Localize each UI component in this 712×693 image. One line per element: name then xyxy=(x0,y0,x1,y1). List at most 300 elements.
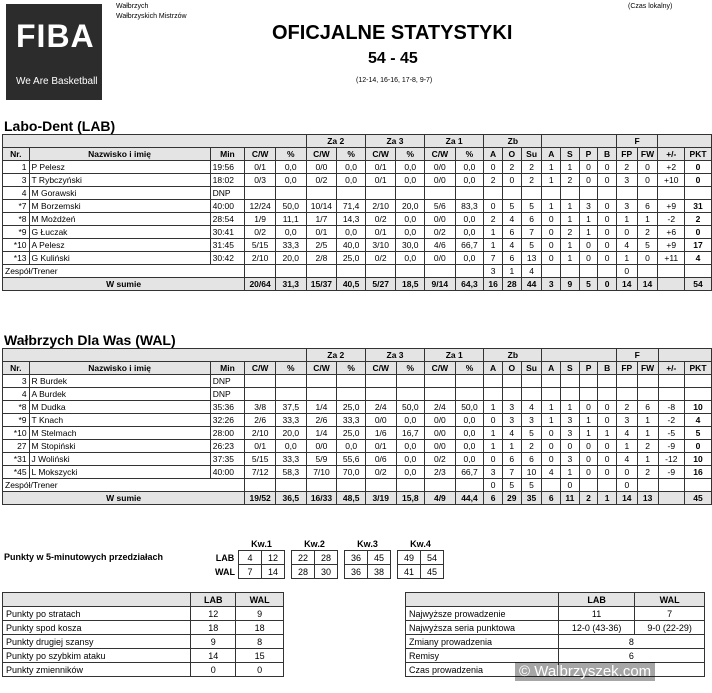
stat-cell: G Kuliński xyxy=(29,252,210,265)
stat-cell: 36,5 xyxy=(276,492,307,505)
local-time: (Czas lokalny) xyxy=(628,3,673,10)
city: Wałbrzych xyxy=(116,3,149,10)
team-title-wal: Wałbrzych Dla Was (WAL) xyxy=(4,332,176,348)
stat-cell: 1/7 xyxy=(306,213,337,226)
stat-cell: 2/8 xyxy=(306,252,337,265)
stat-cell: 3 xyxy=(542,278,561,291)
stat-cell: 10 xyxy=(685,401,712,414)
stat-cell: 6 xyxy=(542,492,561,505)
stat-cell: 5 xyxy=(521,479,542,492)
stat-cell xyxy=(658,265,685,278)
points-header: WAL xyxy=(236,593,284,607)
stat-cell: 0,0 xyxy=(337,174,366,187)
player-row xyxy=(3,466,712,479)
team-title-lab: Labo-Dent (LAB) xyxy=(4,118,116,134)
stat-cell: 0,0 xyxy=(396,226,425,239)
points-row xyxy=(3,607,284,621)
stat-cell xyxy=(579,265,598,278)
cell xyxy=(245,479,276,492)
points-cell: 12 xyxy=(191,607,236,621)
stat-cell xyxy=(484,187,503,200)
stat-cell: 83,3 xyxy=(455,200,484,213)
stat-cell: 0 xyxy=(484,479,503,492)
stat-cell: 0 xyxy=(598,414,617,427)
points-cell: 18 xyxy=(191,621,236,635)
stat-cell: 31 xyxy=(685,200,712,213)
stat-cell: 25,0 xyxy=(337,252,366,265)
stat-cell: 0 xyxy=(598,239,617,252)
stat-cell: 7 xyxy=(521,226,542,239)
stat-cell: 0,0 xyxy=(455,440,484,453)
points-cell: 14 xyxy=(191,649,236,663)
stat-cell: 1 xyxy=(561,466,580,479)
stat-cell: 0/0 xyxy=(306,161,337,174)
stat-cell: 1 xyxy=(561,200,580,213)
stat-cell: 0/0 xyxy=(425,414,456,427)
column-header: FP xyxy=(616,148,637,161)
player-row xyxy=(3,213,712,226)
stat-cell: 33,3 xyxy=(276,414,307,427)
stat-cell xyxy=(561,187,580,200)
stat-cell: 0 xyxy=(561,479,580,492)
points-cell: Punkty spod kosza xyxy=(3,621,191,635)
stat-cell: 0/0 xyxy=(425,252,456,265)
period-value: 41 xyxy=(398,565,421,579)
stat-cell: 1 xyxy=(561,239,580,252)
stat-cell: 1/4 xyxy=(306,427,337,440)
stat-cell: *10 xyxy=(3,427,30,440)
stat-cell: 0,0 xyxy=(396,213,425,226)
stat-cell xyxy=(598,187,617,200)
stat-cell: 3 xyxy=(561,427,580,440)
column-header-row xyxy=(3,362,712,375)
points-row xyxy=(3,635,284,649)
stat-cell: 0 xyxy=(685,174,712,187)
stats-table-wal xyxy=(2,348,712,505)
stat-cell: 1 xyxy=(637,213,658,226)
cell xyxy=(396,479,425,492)
column-header: C/W xyxy=(425,362,456,375)
stat-cell: 29 xyxy=(502,492,521,505)
stat-cell xyxy=(616,187,637,200)
stat-cell: 32:26 xyxy=(210,414,245,427)
stat-cell: 2 xyxy=(616,401,637,414)
stat-cell xyxy=(337,187,366,200)
cell xyxy=(338,551,345,565)
stat-cell xyxy=(542,375,561,388)
column-header: Su xyxy=(521,362,542,375)
stat-cell: 3 xyxy=(502,401,521,414)
stat-cell: 4 xyxy=(616,453,637,466)
stat-cell xyxy=(425,187,456,200)
stat-cell: 6 xyxy=(637,401,658,414)
stat-cell: 40,5 xyxy=(337,278,366,291)
stat-cell: 0 xyxy=(598,401,617,414)
stat-cell: 15/37 xyxy=(306,278,337,291)
column-header: O xyxy=(502,362,521,375)
stat-cell: 2/6 xyxy=(306,414,337,427)
stat-cell: 6 xyxy=(502,453,521,466)
stat-cell: 0/0 xyxy=(425,440,456,453)
stat-cell xyxy=(275,187,306,200)
stat-cell: 0/1 xyxy=(365,226,396,239)
stat-cell: 4 xyxy=(3,187,30,200)
stat-cell: 25,0 xyxy=(337,427,366,440)
stat-cell: 20,0 xyxy=(276,427,307,440)
stat-cell: M Borzemski xyxy=(29,200,210,213)
stat-cell: 0,0 xyxy=(455,213,484,226)
quarter-label: Kw.3 xyxy=(357,538,378,549)
stat-cell: 1 xyxy=(579,226,598,239)
stat-cell xyxy=(337,375,366,388)
stat-cell: 33,3 xyxy=(275,239,306,252)
stat-cell xyxy=(637,388,658,401)
stat-cell: 6 xyxy=(502,226,521,239)
stat-cell: 48,5 xyxy=(337,492,366,505)
lead-cell: 11 xyxy=(558,607,634,621)
stat-cell: 2/4 xyxy=(365,401,396,414)
points-header xyxy=(3,593,191,607)
points-row xyxy=(3,649,284,663)
total-row xyxy=(3,492,712,505)
stat-cell: 1 xyxy=(484,440,503,453)
stat-cell: 1 xyxy=(579,213,598,226)
stat-cell xyxy=(425,375,456,388)
stat-cell: 5/6 xyxy=(425,200,456,213)
stat-cell: 6 xyxy=(637,200,658,213)
cell xyxy=(685,265,712,278)
stat-cell: 6 xyxy=(521,453,542,466)
stat-cell: 1 xyxy=(484,401,503,414)
stat-cell: 10 xyxy=(685,453,712,466)
stat-cell: 3 xyxy=(521,414,542,427)
team-abbr: LAB xyxy=(215,552,235,563)
stat-cell xyxy=(542,388,561,401)
stat-cell xyxy=(637,187,658,200)
lead-header xyxy=(406,593,559,607)
stat-cell: 1 xyxy=(542,161,561,174)
stat-cell xyxy=(598,388,617,401)
player-row xyxy=(3,239,712,252)
stat-cell xyxy=(685,187,712,200)
period-row xyxy=(212,565,444,579)
logo-text: FIBA xyxy=(16,18,95,54)
stat-cell: 16 xyxy=(685,466,712,479)
stat-cell: 0/0 xyxy=(425,174,456,187)
stat-cell: +9 xyxy=(658,239,685,252)
period-value: 14 xyxy=(262,565,285,579)
stat-cell: 45 xyxy=(685,492,712,505)
stat-cell: G Łuczak xyxy=(29,226,210,239)
coach-row xyxy=(3,479,712,492)
group-header-row xyxy=(3,135,712,148)
stat-cell: 2 xyxy=(616,161,637,174)
stat-cell: 11 xyxy=(561,492,580,505)
stat-cell: 0 xyxy=(484,161,503,174)
stat-cell: 3/10 xyxy=(365,239,396,252)
stat-cell: 12/24 xyxy=(245,200,276,213)
stat-cell: 50,0 xyxy=(275,200,306,213)
period-value: 7 xyxy=(239,565,262,579)
stat-cell xyxy=(561,265,580,278)
lead-cell: Zmiany prowadzenia xyxy=(406,635,559,649)
stat-cell xyxy=(598,375,617,388)
stat-cell: 2/6 xyxy=(245,414,276,427)
stat-cell: 40:00 xyxy=(210,466,245,479)
stat-cell xyxy=(306,388,337,401)
stat-cell: T Knach xyxy=(29,414,210,427)
stat-cell: -9 xyxy=(658,466,685,479)
stat-cell: 19:56 xyxy=(210,161,245,174)
stat-cell: 2 xyxy=(637,226,658,239)
points-cell: Punkty drugiej szansy xyxy=(3,635,191,649)
stat-cell: 14 xyxy=(637,278,658,291)
stat-cell: 5 xyxy=(579,278,598,291)
stat-cell: 18:02 xyxy=(210,174,245,187)
total-row xyxy=(3,278,712,291)
stat-cell: 0 xyxy=(598,453,617,466)
stat-cell: 0/0 xyxy=(425,213,456,226)
cell xyxy=(391,565,398,579)
stat-cell: M Stopiński xyxy=(29,440,210,453)
stat-cell xyxy=(245,375,276,388)
column-header: Min xyxy=(210,362,245,375)
stat-cell xyxy=(396,187,425,200)
stat-cell xyxy=(579,479,598,492)
stat-cell: 16/33 xyxy=(306,492,337,505)
column-header: % xyxy=(337,362,366,375)
stat-cell: 5 xyxy=(502,479,521,492)
stat-cell: 2 xyxy=(521,174,542,187)
stat-cell: -12 xyxy=(658,453,685,466)
stat-cell xyxy=(306,375,337,388)
cell xyxy=(365,265,396,278)
points-cell: 0 xyxy=(191,663,236,677)
column-header: P xyxy=(579,148,598,161)
stat-cell: 20,0 xyxy=(396,200,425,213)
stat-cell: 0/2 xyxy=(425,453,456,466)
stat-cell: 4/6 xyxy=(425,239,456,252)
points-table xyxy=(2,592,284,677)
stat-cell: 0 xyxy=(637,161,658,174)
stat-cell: 10 xyxy=(521,466,542,479)
stat-cell: DNP xyxy=(210,187,245,200)
stat-cell: 19/52 xyxy=(245,492,276,505)
stat-cell: 2 xyxy=(502,161,521,174)
stat-cell xyxy=(502,388,521,401)
points-cell: Punkty zmienników xyxy=(3,663,191,677)
stat-cell xyxy=(245,388,276,401)
stat-cell: 70,0 xyxy=(337,466,366,479)
stat-cell: *8 xyxy=(3,213,30,226)
stat-cell: -8 xyxy=(658,401,685,414)
stat-cell xyxy=(502,187,521,200)
column-header: % xyxy=(276,362,307,375)
stat-cell: 40:00 xyxy=(210,200,245,213)
stat-cell: 1 xyxy=(579,427,598,440)
stat-cell: 0 xyxy=(484,200,503,213)
stat-cell: 1 xyxy=(561,401,580,414)
stat-cell: 9 xyxy=(561,278,580,291)
points-cell: 0 xyxy=(236,663,284,677)
stat-cell: 0,0 xyxy=(455,161,484,174)
stat-cell: 3 xyxy=(3,174,30,187)
stat-cell: 4 xyxy=(521,401,542,414)
stat-cell: 18,5 xyxy=(396,278,425,291)
stat-cell: L Mokszycki xyxy=(29,466,210,479)
stat-cell: 0 xyxy=(685,226,712,239)
stat-cell: 7 xyxy=(484,252,503,265)
stat-cell: 0/1 xyxy=(306,226,337,239)
column-header: FP xyxy=(616,362,637,375)
stat-cell: 1 xyxy=(542,200,561,213)
stat-cell: 4 xyxy=(685,414,712,427)
stat-cell: 6 xyxy=(484,492,503,505)
stat-cell: 0,0 xyxy=(396,414,425,427)
stat-cell: 28:54 xyxy=(210,213,245,226)
cell xyxy=(658,135,712,148)
stat-cell: 1 xyxy=(637,453,658,466)
stat-cell xyxy=(561,375,580,388)
stat-cell: 1/9 xyxy=(245,213,276,226)
stat-cell xyxy=(658,278,685,291)
stat-cell: 0 xyxy=(616,226,637,239)
stat-cell: 0 xyxy=(685,440,712,453)
cell xyxy=(306,265,337,278)
cell xyxy=(276,479,307,492)
stat-cell: 0 xyxy=(542,453,561,466)
stat-cell: 0/1 xyxy=(365,174,396,187)
stat-cell xyxy=(658,492,685,505)
stat-cell: 0 xyxy=(616,479,637,492)
stat-cell xyxy=(658,187,685,200)
stat-cell: 0 xyxy=(502,174,521,187)
stat-cell xyxy=(484,375,503,388)
stat-cell: +11 xyxy=(658,252,685,265)
stat-cell: 2 xyxy=(521,161,542,174)
lead-row xyxy=(406,621,705,635)
stat-cell: 2 xyxy=(484,213,503,226)
stat-cell: 0/0 xyxy=(306,440,337,453)
stat-cell: 5/9 xyxy=(306,453,337,466)
stat-cell: 0/6 xyxy=(365,453,396,466)
stat-cell: *7 xyxy=(3,200,30,213)
stat-cell: 1/4 xyxy=(306,401,337,414)
stat-cell: 3 xyxy=(616,200,637,213)
stat-cell: 13 xyxy=(521,252,542,265)
stat-cell: 0/0 xyxy=(425,161,456,174)
stat-cell xyxy=(637,265,658,278)
column-header: Min xyxy=(210,148,245,161)
group-za2: Za 2 xyxy=(306,135,365,148)
period-value: 30 xyxy=(315,565,338,579)
stat-cell: 3/19 xyxy=(365,492,396,505)
cell xyxy=(285,537,292,551)
stat-cell: 1 xyxy=(542,401,561,414)
column-header-row xyxy=(3,148,712,161)
stat-cell: 5/27 xyxy=(365,278,396,291)
points-header: LAB xyxy=(191,593,236,607)
column-header: A xyxy=(484,362,503,375)
stat-cell: 0/1 xyxy=(245,161,276,174)
cell xyxy=(245,265,276,278)
quarter-label: Kw.1 xyxy=(251,538,272,549)
stat-cell xyxy=(276,375,307,388)
lead-cell: Czas prowadzenia xyxy=(406,663,559,677)
stat-cell: A Burdek xyxy=(29,388,210,401)
column-header: +/- xyxy=(658,362,685,375)
stat-cell: 3 xyxy=(502,414,521,427)
stat-cell: 0,0 xyxy=(337,226,366,239)
lead-cell: Najwyższa seria punktowa xyxy=(406,621,559,635)
column-header: % xyxy=(337,148,366,161)
stat-cell: 1 xyxy=(561,161,580,174)
stat-cell: 1 xyxy=(3,161,30,174)
stat-cell xyxy=(616,375,637,388)
stat-cell: 0,0 xyxy=(396,453,425,466)
lead-header: WAL xyxy=(635,593,705,607)
stat-cell: 0,0 xyxy=(337,440,366,453)
stat-cell: 2 xyxy=(484,174,503,187)
player-row xyxy=(3,427,712,440)
cell xyxy=(338,565,345,579)
cell xyxy=(3,349,307,362)
stat-cell: 0 xyxy=(598,161,617,174)
period-value: 36 xyxy=(345,551,368,565)
lead-header: LAB xyxy=(558,593,634,607)
stat-cell: 25,0 xyxy=(337,401,366,414)
stat-cell: 0,0 xyxy=(455,414,484,427)
stat-cell: 1 xyxy=(637,427,658,440)
stat-cell: 2 xyxy=(637,466,658,479)
stat-cell: 55,6 xyxy=(337,453,366,466)
cell xyxy=(455,479,484,492)
quarter-label: Kw.4 xyxy=(410,538,431,549)
player-row xyxy=(3,414,712,427)
stat-cell: 0,0 xyxy=(396,161,425,174)
stat-cell: 0/0 xyxy=(425,427,456,440)
cell xyxy=(337,265,366,278)
stat-cell: 0 xyxy=(579,453,598,466)
stat-cell: 0,0 xyxy=(276,440,307,453)
group-za1: Za 1 xyxy=(425,135,484,148)
stat-cell: 0 xyxy=(561,440,580,453)
stat-cell: DNP xyxy=(210,375,245,388)
stat-cell: 2/3 xyxy=(425,466,456,479)
lead-cell: Remisy xyxy=(406,649,559,663)
stat-cell: 4 xyxy=(502,239,521,252)
stat-cell: M Możdżeń xyxy=(29,213,210,226)
total-label: W sumie xyxy=(3,278,245,291)
column-header: Su xyxy=(521,148,542,161)
stat-cell xyxy=(365,187,396,200)
column-header: C/W xyxy=(365,148,396,161)
stat-cell: 2 xyxy=(637,440,658,453)
stat-cell: 4 xyxy=(616,239,637,252)
stat-cell: 0,0 xyxy=(455,453,484,466)
stat-cell: 3 xyxy=(561,453,580,466)
cell xyxy=(285,565,292,579)
stat-cell xyxy=(579,375,598,388)
points-cell: 15 xyxy=(236,649,284,663)
column-header: % xyxy=(396,362,425,375)
group-zb: Zb xyxy=(484,349,542,362)
stat-cell: 0,0 xyxy=(455,427,484,440)
stat-cell: 4 xyxy=(502,213,521,226)
stat-cell xyxy=(658,388,685,401)
stat-cell: 0 xyxy=(579,161,598,174)
column-header: S xyxy=(561,362,580,375)
